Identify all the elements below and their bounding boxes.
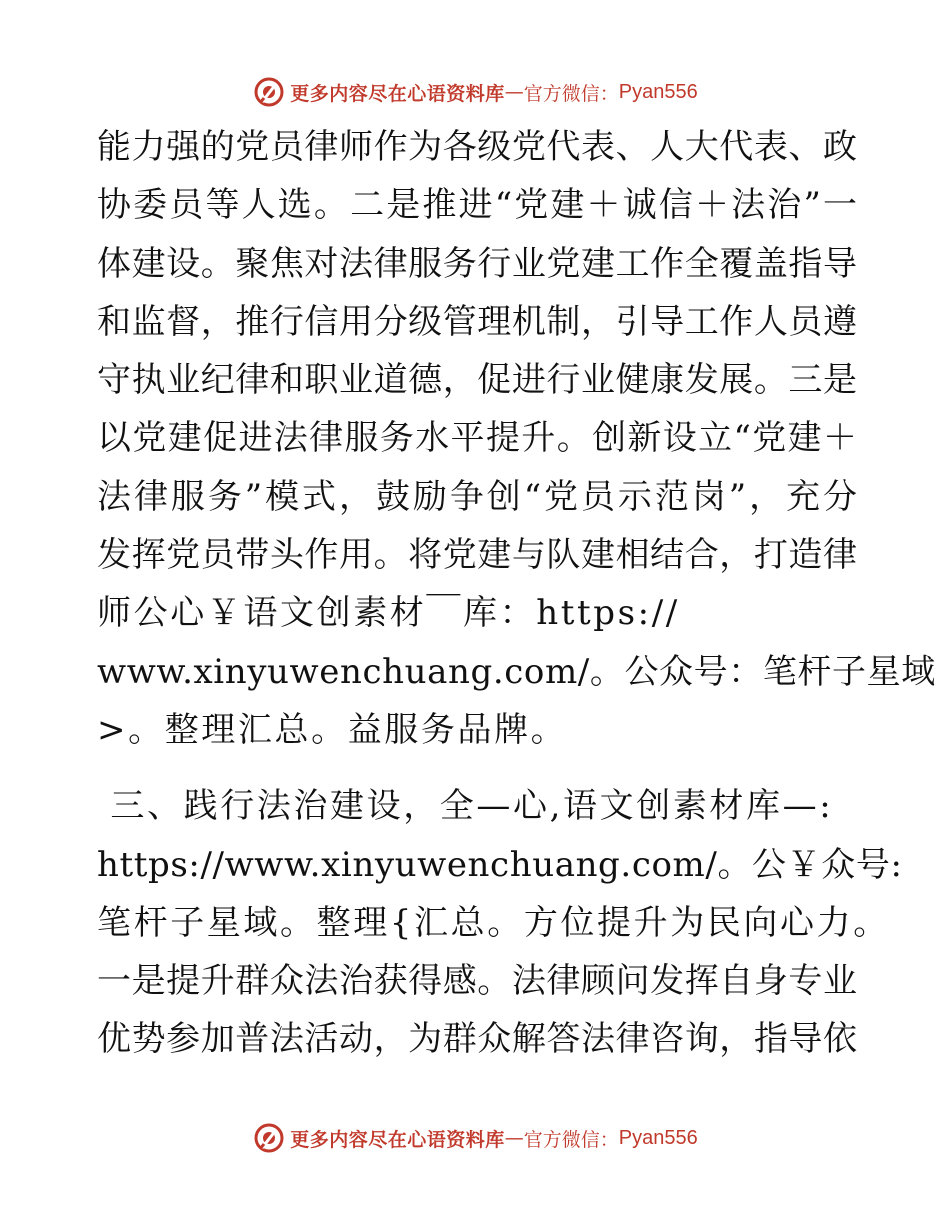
header-banner — [0, 72, 950, 112]
text-line: 法律服务”模式，鼓励争创“党员示范岗”，充分 — [97, 476, 857, 517]
document-body — [97, 118, 936, 1069]
text-line: 以党建促进法律服务水平提升。创新设立“党建＋ — [97, 418, 857, 459]
footer-wechat-handle: Pyan556 — [618, 1126, 698, 1149]
footer-official-label: 官方微信： — [523, 1128, 619, 1151]
text-line: 师公心￥语文创素材￣库：https:// — [97, 593, 680, 634]
footer-brand-text: 更多内容尽在心语资料库 — [290, 1128, 505, 1151]
brand-logo-icon — [252, 1121, 286, 1155]
text-line: 一是提升群众法治获得感。法律顾问发挥自身专业 — [97, 961, 857, 1002]
text-line: 笔杆子星域。整理{汇总。方位提升为民向心力。 — [97, 902, 890, 943]
brand-logo-icon — [252, 75, 286, 109]
text-line: 体建设。聚焦对法律服务行业党建工作全覆盖指导 — [97, 243, 857, 284]
text-line: www.xinyuwenchuang.com/。公众号：笔杆子星域 — [97, 651, 936, 692]
text-line: 优势参加普法活动，为群众解答法律咨询，指导依 — [97, 1019, 857, 1060]
text-line: >。整理汇总。益服务品牌。 — [97, 709, 568, 750]
text-line: 协委员等人选。二是推进“党建＋诚信＋法治”一 — [97, 185, 857, 226]
header-official-label: 官方微信： — [523, 82, 619, 105]
footer-banner — [0, 1118, 950, 1158]
paragraph-1 — [97, 118, 936, 759]
text-line: 三、践行法治建设，全—心,语文创素材库—: — [97, 786, 834, 827]
header-wechat-handle: Pyan556 — [618, 80, 698, 103]
text-line: 守执业纪律和职业道德，促进行业健康发展。三是 — [97, 360, 857, 401]
header-separator: — — [504, 81, 524, 103]
text-line: 能力强的党员律师作为各级党代表、人大代表、政 — [97, 127, 857, 167]
text-line: https://www.xinyuwenchuang.com/。公￥众号: — [97, 844, 903, 885]
text-line: 发挥党员带头作用。将党建与队建相结合，打造律 — [97, 535, 857, 576]
header-brand-text: 更多内容尽在心语资料库 — [290, 82, 505, 105]
text-line: 和监督，推行信用分级管理机制，引导工作人员遵 — [97, 301, 857, 342]
footer-separator: — — [504, 1127, 524, 1149]
paragraph-2 — [97, 777, 903, 1068]
